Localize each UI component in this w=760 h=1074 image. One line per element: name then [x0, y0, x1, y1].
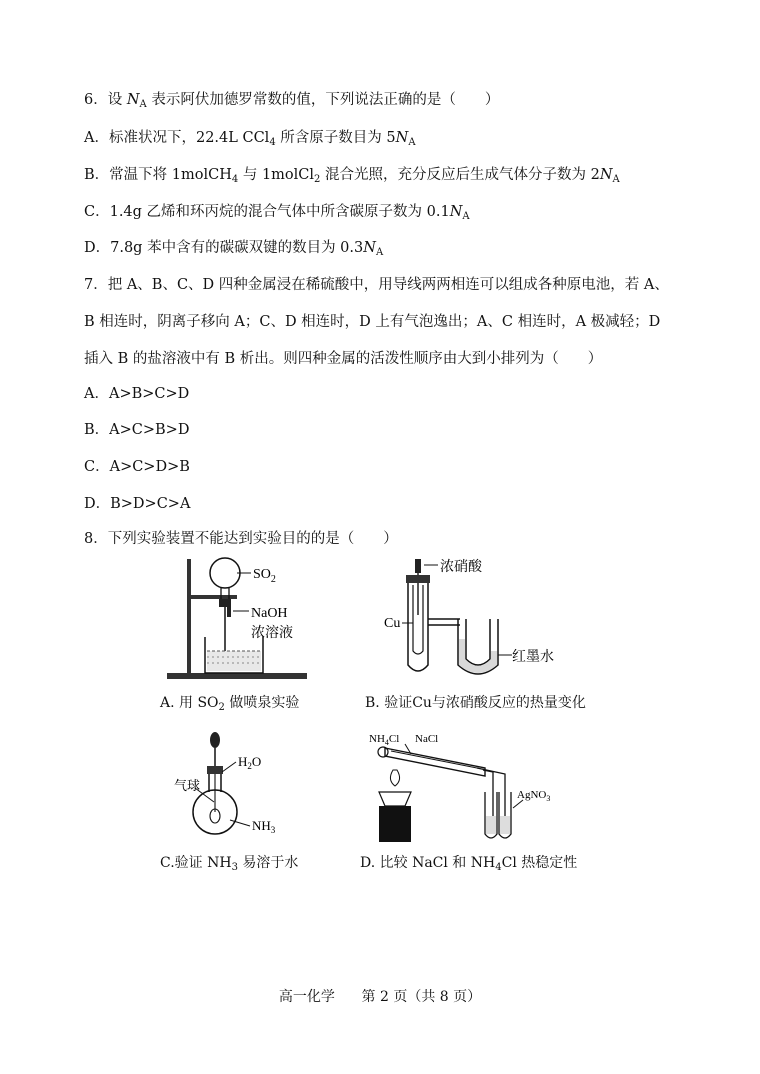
figure-c-ammonia-apparatus	[170, 730, 300, 845]
figure-d-thermal-stability-apparatus	[365, 730, 565, 845]
red-ink	[459, 639, 497, 673]
label-concentrated-solution: 浓溶液	[251, 626, 293, 641]
q6-option-d: D．7.8g 苯中含有的碳碳双键的数目为 $0.3N_A$	[84, 240, 384, 258]
q6-option-c: C．1.4g 乙烯和环丙烷的混合气体中所含碳原子数为 $0.1N_A$	[84, 204, 470, 222]
label-nh3: $NH_3$	[252, 818, 276, 835]
lamp-stand	[379, 806, 411, 842]
q7-option-a: A．A>B>C>D	[84, 386, 190, 402]
footer-subject: 高一化学	[278, 989, 335, 1005]
footer-page-number: 第 2 页（共 8 页）	[361, 989, 482, 1005]
q6-option-b: B．常温下将 1molCH$_4$ 与 1molCl$_2$ 混合光照，充分反应后生成气体分子数为 $2N_A$	[84, 167, 620, 185]
label-cu: Cu	[384, 616, 401, 631]
round-flask	[210, 558, 240, 588]
flame	[390, 770, 399, 786]
label-nacl: NaCl	[415, 733, 439, 745]
dropper	[227, 605, 231, 617]
q7-stem-line-3: 插入 B 的盐溶液中有 B 析出。则四种金属的活泼性顺序由大到小排列为（ ）	[84, 351, 603, 367]
figure-c-caption: C.验证 $NH_3$ 易溶于水	[160, 855, 299, 873]
q7-option-b: B．A>C>B>D	[84, 422, 190, 438]
stand-rod	[187, 559, 191, 675]
figure-a-fountain-apparatus	[165, 555, 315, 685]
label-nitric-acid: 浓硝酸	[440, 560, 482, 575]
label-h2o: $H_2O$	[238, 754, 262, 771]
label-agno3: AgNO$_3$	[517, 789, 551, 803]
outer-tube	[385, 748, 485, 776]
q8-stem: 8．下列实验装置不能达到实验目的的是（ ）	[84, 531, 398, 547]
q6-stem: 6．设 $N_A$ 表示阿伏加德罗常数的值，下列说法正确的是（ ）	[84, 92, 500, 110]
figure-d-caption: D. 比较 NaCl 和 $NH_4Cl$ 热稳定性	[360, 855, 578, 873]
alcohol-lamp	[379, 792, 411, 806]
label-so2: $SO_2$	[253, 567, 276, 585]
q7-option-d: D．B>D>C>A	[84, 496, 191, 512]
q7-stem-line-1: 7．把 A、B、C、D 四种金属浸在稀硫酸中，用导线两两相连可以组成各种原电池，若 A、	[84, 277, 669, 293]
figure-b-caption: B. 验证Cu与浓硝酸反应的热量变化	[365, 695, 586, 711]
label-naoh: NaOH	[251, 606, 288, 621]
figure-a-caption: A. 用 $SO_2$ 做喷泉实验	[160, 695, 300, 713]
label-red-ink: 红墨水	[512, 650, 554, 665]
label-nh4cl: $NH_4Cl$	[369, 733, 400, 747]
dropper	[210, 732, 220, 748]
q6-option-a: A．标准状况下，22.4L CCl$_4$ 所含原子数目为 $5N_A$	[84, 130, 416, 148]
label-balloon: 气球	[174, 778, 201, 793]
stopper	[207, 766, 223, 774]
page-footer	[0, 986, 760, 1006]
dropper	[415, 559, 421, 573]
q7-option-c: C．A>C>D>B	[84, 459, 190, 475]
solution	[207, 651, 261, 671]
figure-b-heat-change-apparatus	[380, 555, 580, 685]
stopper	[406, 575, 430, 583]
q7-stem-line-2: B 相连时，阴离子移向 A；C、D 相连时，D 上有气泡逸出；A、C 相连时，A 极减轻；D	[84, 314, 661, 330]
